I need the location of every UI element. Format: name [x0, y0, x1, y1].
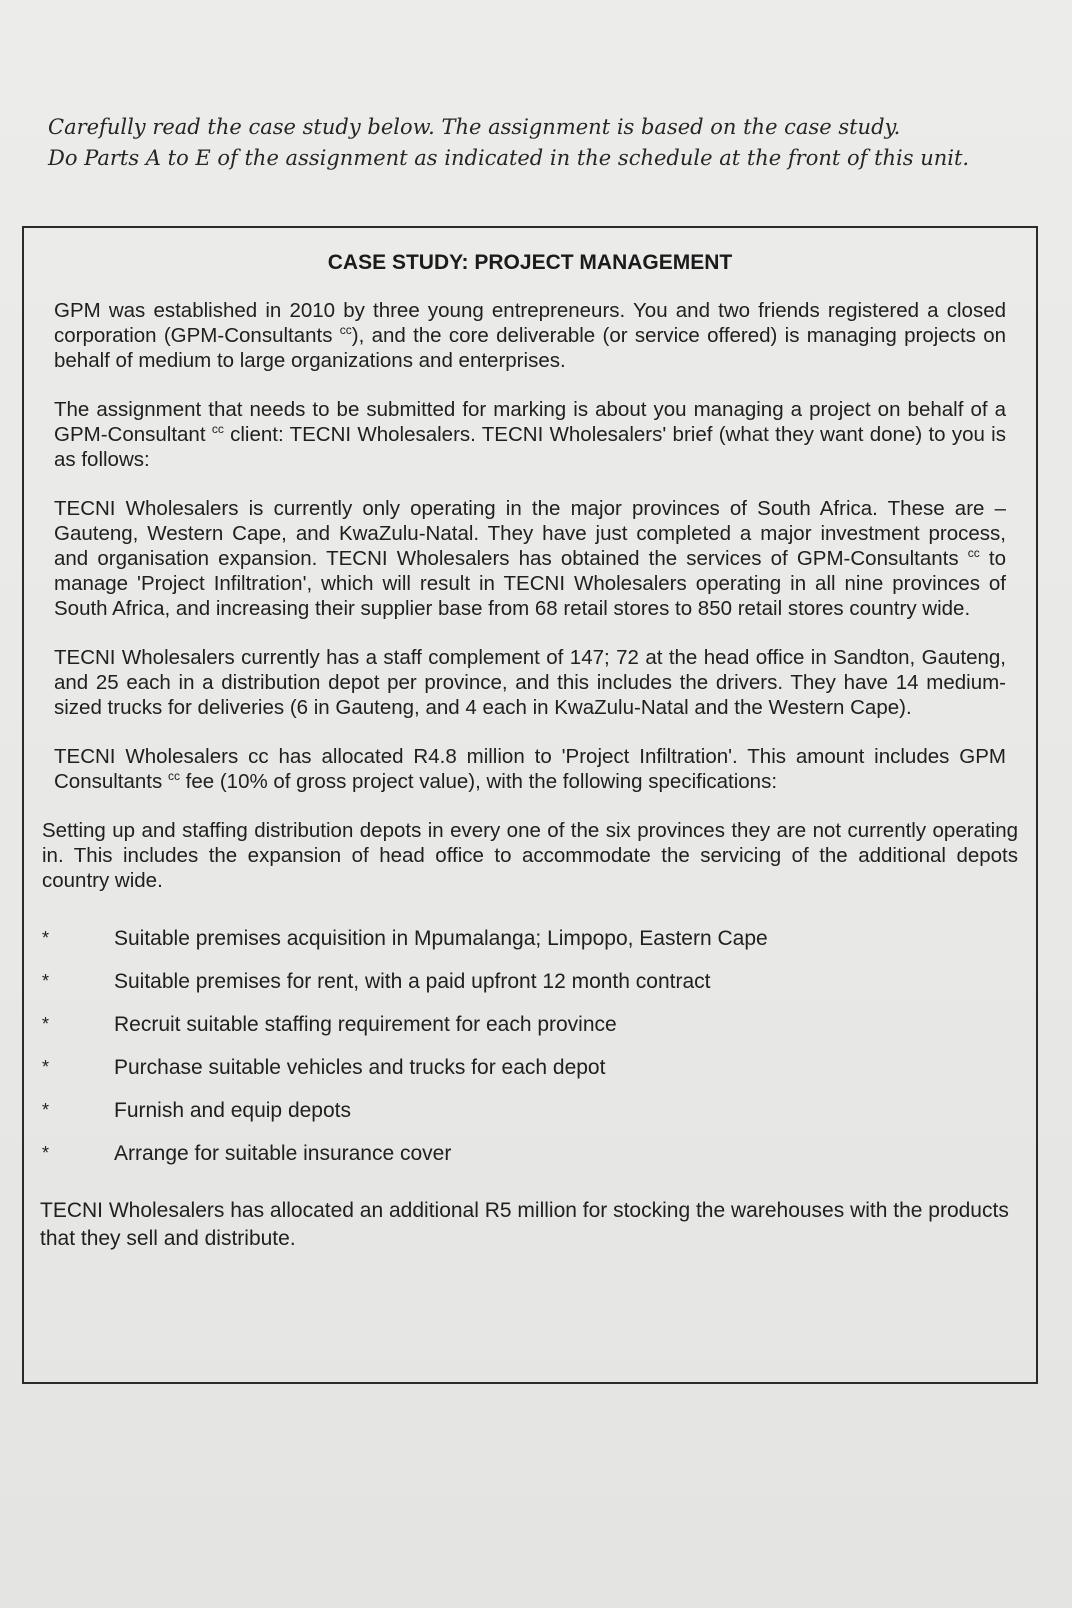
intro-instructions: [48, 112, 1008, 174]
list-item: [40, 1046, 1020, 1089]
p2-cc-superscript: cc: [211, 422, 224, 437]
p3-text-a: TECNI Wholesalers is currently only operating in the major provinces of South Africa. These are – Gauteng, Western Cape, and KwaZulu-Natal. They have just completed a major investment process, and organisation expansion. TECNI Wholesalers has obtained the services of GPM-Consultants: [54, 497, 1006, 570]
list-item-text: Suitable premises acquisition in Mpumalanga; Limpopo, Eastern Cape: [114, 926, 768, 950]
intro-line-2: Do Parts A to E of the assignment as indicated in the schedule at the front of this unit.: [48, 146, 970, 170]
p5-cc-superscript: cc: [167, 769, 180, 784]
asterisk-bullet: *: [42, 971, 50, 991]
case-study-box: [22, 226, 1038, 1384]
list-item-text: Suitable premises for rent, with a paid upfront 12 month contract: [114, 969, 711, 993]
p3-cc-superscript: cc: [967, 546, 980, 561]
paragraph-budget-allocation: [40, 744, 1020, 794]
p2-text-b: client: TECNI Wholesalers. TECNI Wholesalers' brief (what they want done) to you is as follows:: [54, 423, 1006, 471]
p2-text-a: The assignment that needs to be submitted for marking is about you managing a project on behalf of a GPM-Consultant: [54, 398, 1006, 446]
intro-line-1: Carefully read the case study below. The assignment is based on the case study.: [48, 115, 901, 139]
list-item-text: Arrange for suitable insurance cover: [114, 1141, 452, 1165]
list-item-text: Recruit suitable staffing requirement for each province: [114, 1012, 617, 1036]
asterisk-bullet: *: [42, 1057, 50, 1077]
paragraph-tecni-operations: [40, 496, 1020, 621]
paragraph-stock-allocation: TECNI Wholesalers has allocated an additional R5 million for stocking the warehouses with the products that they sell and distribute.: [40, 1199, 1009, 1250]
list-item: [40, 1132, 1020, 1175]
p5-text-a: TECNI Wholesalers cc has allocated R4.8 million to 'Project Infiltration'. This amount includes GPM Consultants: [54, 745, 1006, 793]
list-item: [40, 1089, 1020, 1132]
asterisk-bullet: *: [42, 928, 50, 948]
asterisk-bullet: *: [42, 1100, 50, 1120]
list-item-text: Furnish and equip depots: [114, 1098, 351, 1122]
paragraph-company-background: [40, 298, 1020, 373]
p1-text-a: GPM was established in 2010 by three young entrepreneurs. You and two friends registered a closed corporation (GPM-Consultants: [54, 299, 1006, 347]
specification-list: [40, 917, 1020, 1175]
asterisk-bullet: *: [42, 1143, 50, 1163]
paragraph-assignment-brief: [40, 397, 1020, 472]
p5-text-b: fee (10% of gross project value), with the following specifications:: [179, 770, 778, 793]
paragraph-depot-setup: Setting up and staffing distribution depots in every one of the six provinces they are not currently operating in. This includes the expansion of head office to accommodate the servicing of the additional depots country wide.: [42, 819, 1018, 892]
asterisk-bullet: *: [42, 1014, 50, 1034]
list-item: [40, 917, 1020, 960]
list-item: [40, 960, 1020, 1003]
p1-cc-superscript: cc: [339, 323, 352, 338]
list-item-text: Purchase suitable vehicles and trucks for each depot: [114, 1055, 606, 1079]
p1-text-b: ), and the core deliverable (or service offered) is managing projects on behalf of medium to large organizations and enterprises.: [54, 324, 1006, 372]
p3-text-b: to manage 'Project Infiltration', which will result in TECNI Wholesalers operating in all nine provinces of South Africa, and increasing their supplier base from 68 retail stores to 850 retail stores country wide.: [54, 547, 1007, 620]
paragraph-staff-complement: TECNI Wholesalers currently has a staff complement of 147; 72 at the head office in Sandton, Gauteng, and 25 each in a distribution depot per province, and this includes the drivers. They have 14 medium-sized trucks for deliveries (6 in Gauteng, and 4 each in KwaZulu-Natal and the Western Cape).: [54, 646, 1006, 719]
list-item: [40, 1003, 1020, 1046]
case-study-title: CASE STUDY: PROJECT MANAGEMENT: [327, 251, 733, 274]
